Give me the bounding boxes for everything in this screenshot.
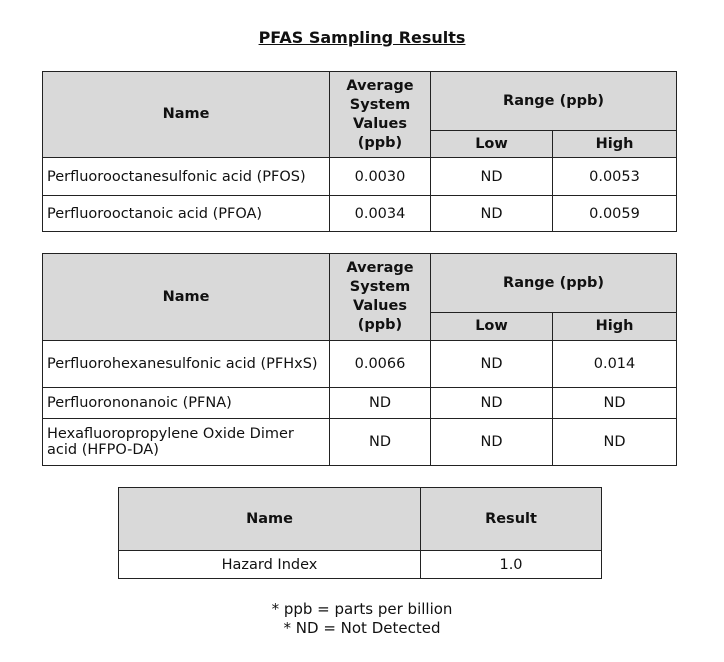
table-row bbox=[43, 419, 677, 466]
pfas-table-1 bbox=[42, 71, 677, 232]
name-header: Name bbox=[119, 488, 421, 551]
avg-header: Average System Values (ppb) bbox=[330, 254, 431, 341]
low-value: ND bbox=[431, 341, 553, 388]
footnotes bbox=[0, 600, 724, 638]
table-row bbox=[43, 341, 677, 388]
result-header: Result bbox=[421, 488, 602, 551]
avg-value: 0.0030 bbox=[330, 158, 431, 196]
low-value: ND bbox=[431, 388, 553, 419]
high-value: 0.0053 bbox=[553, 158, 677, 196]
high-header: High bbox=[553, 313, 677, 341]
hazard-index-label: Hazard Index bbox=[119, 551, 421, 579]
low-value: ND bbox=[431, 196, 553, 232]
hazard-index-value: 1.0 bbox=[421, 551, 602, 579]
compound-name: Perfluorooctanoic acid (PFOA) bbox=[43, 196, 330, 232]
high-value: ND bbox=[553, 388, 677, 419]
hazard-index-table bbox=[118, 487, 602, 579]
avg-header: Average System Values (ppb) bbox=[330, 72, 431, 158]
low-header: Low bbox=[431, 313, 553, 341]
footnote-ppb: * ppb = parts per billion bbox=[271, 600, 453, 618]
avg-value: ND bbox=[330, 419, 431, 466]
avg-value: 0.0066 bbox=[330, 341, 431, 388]
high-value: ND bbox=[553, 419, 677, 466]
avg-value: 0.0034 bbox=[330, 196, 431, 232]
compound-name: Hexafluoropropylene Oxide Dimer acid (HFPO-DA) bbox=[43, 419, 330, 466]
low-value: ND bbox=[431, 419, 553, 466]
range-header: Range (ppb) bbox=[431, 72, 677, 131]
table-row bbox=[43, 158, 677, 196]
compound-name: Perfluorononanoic (PFNA) bbox=[43, 388, 330, 419]
footnote-nd: * ND = Not Detected bbox=[283, 619, 441, 637]
avg-value: ND bbox=[330, 388, 431, 419]
name-header: Name bbox=[43, 72, 330, 158]
page-title: PFAS Sampling Results bbox=[258, 28, 466, 47]
compound-name: Perfluorohexanesulfonic acid (PFHxS) bbox=[43, 341, 330, 388]
low-value: ND bbox=[431, 158, 553, 196]
low-header: Low bbox=[431, 131, 553, 158]
compound-name: Perfluorooctanesulfonic acid (PFOS) bbox=[43, 158, 330, 196]
high-header: High bbox=[553, 131, 677, 158]
range-header: Range (ppb) bbox=[431, 254, 677, 313]
high-value: 0.014 bbox=[553, 341, 677, 388]
high-value: 0.0059 bbox=[553, 196, 677, 232]
pfas-table-2 bbox=[42, 253, 677, 466]
table-row bbox=[43, 388, 677, 419]
table-row bbox=[43, 196, 677, 232]
table-row bbox=[119, 551, 602, 579]
name-header: Name bbox=[43, 254, 330, 341]
